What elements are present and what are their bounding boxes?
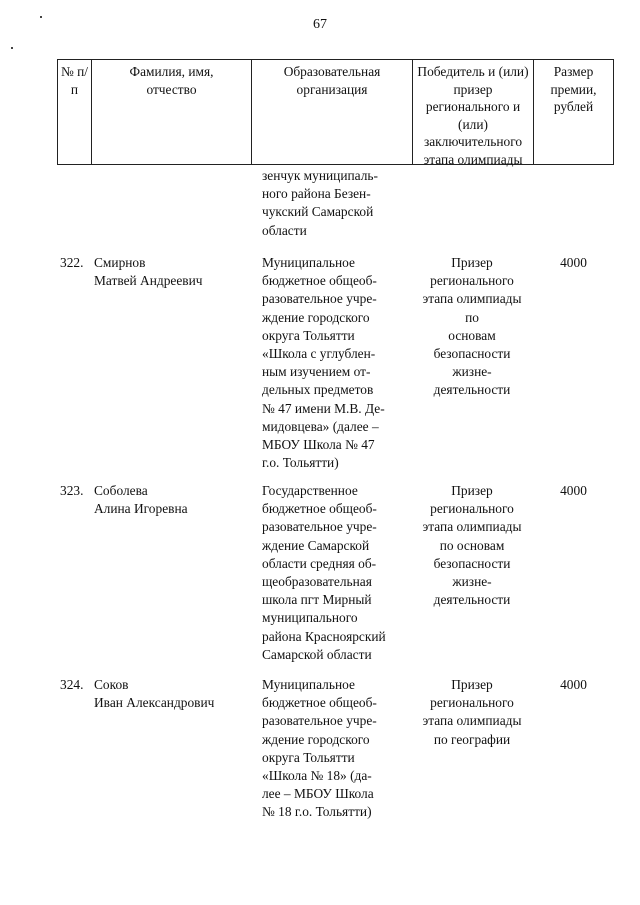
org-line: муниципального: [262, 610, 358, 626]
org-line: Государственное: [262, 483, 358, 498]
prize-amount: 4000: [560, 483, 587, 498]
org-line: Муниципальное: [262, 255, 355, 270]
surname: Соков: [94, 677, 129, 692]
org-line: г.о. Тольятти): [262, 455, 339, 471]
winner-line: деятельности: [433, 382, 511, 398]
org-line: области средняя об-: [262, 555, 377, 571]
winner-status: [410, 676, 534, 749]
page-number: 67: [313, 17, 327, 32]
org-line: разовательное учре-: [262, 713, 377, 729]
winner-line: основам: [448, 327, 496, 343]
org-line: ждение городского: [262, 309, 370, 325]
org-line: разовательное учре-: [262, 519, 377, 535]
winner-line: Призер: [451, 255, 493, 270]
given-names: Алина Игоревна: [94, 501, 188, 517]
winner-line: регионального: [430, 501, 514, 517]
org-line: лее – МБОУ Школа: [262, 786, 374, 802]
header-name: Фамилия, имя, отчество: [92, 60, 252, 164]
org-line: № 18 г.о. Тольятти): [262, 804, 372, 820]
org-line: ждение Самарской: [262, 537, 370, 553]
winner-status: [410, 482, 534, 609]
winner-line: Призер: [451, 677, 493, 692]
organization: [262, 482, 404, 664]
org-line: «Школа с углублен-: [262, 346, 376, 362]
org-line: бюджетное общеоб-: [262, 695, 377, 711]
winner-line: безопасности: [433, 346, 511, 362]
winner-line: по основам: [439, 537, 505, 553]
org-line: Муниципальное: [262, 677, 355, 692]
header-winner: Победитель и (или) призер регионального и (или) заключительного этапа олимпиады: [413, 60, 534, 164]
org-line: разовательное учре-: [262, 291, 377, 307]
org-line: бюджетное общеоб-: [262, 501, 377, 517]
surname: Соболева: [94, 483, 148, 498]
student-name: [94, 254, 254, 290]
org-line: округа Тольятти: [262, 749, 355, 765]
winner-line: жизне-: [452, 364, 492, 380]
org-line: района Красноярский: [262, 628, 386, 644]
winner-line: деятельности: [433, 592, 511, 608]
scan-speck: [11, 47, 13, 49]
org-line: округа Тольятти: [262, 327, 355, 343]
org-line: бюджетное общеоб-: [262, 273, 377, 289]
org-line: области: [262, 222, 307, 238]
org-line: ждение городского: [262, 731, 370, 747]
org-line: зенчук муниципаль-: [262, 168, 378, 183]
org-line: Самарской области: [262, 646, 372, 662]
organization: [262, 676, 404, 822]
surname: Смирнов: [94, 255, 146, 270]
prize-amount: 4000: [560, 677, 587, 692]
winner-line: жизне-: [452, 574, 492, 590]
header-prize: Размер премии, рублей: [550, 64, 597, 115]
winner-line: регионального: [430, 273, 514, 289]
organization: [262, 254, 404, 472]
scan-speck: [40, 16, 42, 18]
org-line: мидовцева» (далее –: [262, 418, 379, 434]
org-line: ным изучением от-: [262, 364, 371, 380]
prize-amount: 4000: [560, 255, 587, 270]
row-number: 322.: [60, 255, 84, 270]
header-org: Образовательная организация: [252, 60, 413, 164]
org-line: дельных предметов: [262, 382, 374, 398]
row-number: 324.: [60, 677, 84, 692]
org-line: ного района Безен-: [262, 186, 371, 202]
org-line: МБОУ Школа № 47: [262, 437, 375, 453]
winner-status: [410, 254, 534, 400]
winner-line: этапа олимпиады: [422, 291, 522, 307]
winner-line: по: [465, 309, 479, 325]
table-header: [57, 59, 614, 165]
winner-line: по географии: [433, 731, 511, 747]
continuation-org: [262, 167, 404, 240]
org-line: № 47 имени М.В. Де-: [262, 400, 385, 416]
header-num: № п/п: [58, 60, 92, 164]
winner-line: регионального: [430, 695, 514, 711]
winner-line: Призер: [451, 483, 493, 498]
org-line: «Школа № 18» (да-: [262, 768, 372, 784]
winner-line: этапа олимпиады: [422, 713, 522, 729]
given-names: Матвей Андреевич: [94, 273, 203, 289]
winner-line: безопасности: [433, 555, 511, 571]
org-line: чукский Самарской: [262, 204, 374, 220]
winner-line: этапа олимпиады: [422, 519, 522, 535]
student-name: [94, 676, 254, 712]
student-name: [94, 482, 254, 518]
org-line: щеобразовательная: [262, 574, 372, 590]
given-names: Иван Александрович: [94, 695, 215, 711]
org-line: школа пгт Мирный: [262, 592, 372, 608]
row-number: 323.: [60, 483, 84, 498]
